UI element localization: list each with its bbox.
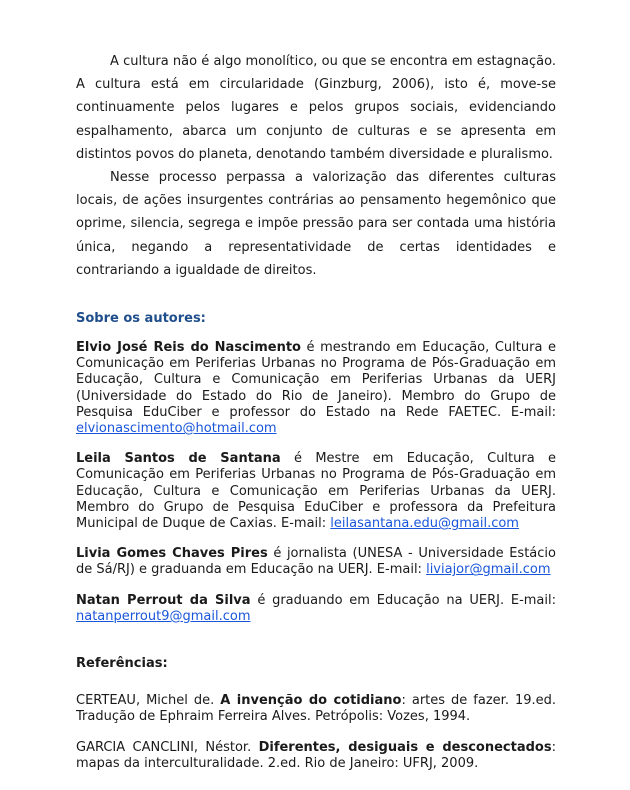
- author-name: Livia Gomes Chaves Pires: [76, 546, 268, 562]
- document-page: [76, 50, 556, 773]
- author-email-link[interactable]: leilasantana.edu@gmail.com: [330, 516, 519, 532]
- author-bio: é Mestre em Educação, Cultura e Comunicação em Periferias Urbanas no Programa de Pós-Graduação em Educação, Cultura e Comunicação em Periferias Urbanas da UERJ. Membro do Grupo de Pesquisa EduCiber e professora da Prefeitura Municipal de Duque de Caxias. E-mail:: [76, 451, 557, 532]
- reference-title: A invenção do cotidiano: [220, 693, 402, 709]
- author-name: Elvio José Reis do Nascimento: [76, 340, 301, 356]
- author-entry: [76, 546, 556, 578]
- author-email-link[interactable]: elvionascimento@hotmail.com: [76, 421, 277, 437]
- author-name: Natan Perrout da Silva: [76, 592, 251, 608]
- author-bio: é graduando em Educação na UERJ. E-mail:: [250, 592, 556, 608]
- author-entry: [76, 593, 556, 625]
- reference-title: Diferentes, desiguais e desconectados: [258, 739, 552, 755]
- author-entry: [76, 451, 556, 532]
- reference-details: : artes de fazer. 19.ed. Tradução de Ephraim Ferreira Alves. Petrópolis: Vozes, 1994.: [76, 693, 557, 725]
- intro-paragraph-1: A cultura não é algo monolítico, ou que se encontra em estagnação. A cultura está em circularidade (Ginzburg, 2006), isto é, move-se continuamente pelos lugares e pelos grupos sociais, evidenciando espalhamento, abarca um conjunto de culturas e se apresenta em distintos povos do planeta, denotando também diversidade e pluralismo.: [76, 54, 556, 162]
- author-name: Leila Santos de Santana: [76, 451, 281, 467]
- reference-author: CERTEAU, Michel de.: [76, 693, 221, 709]
- author-entry: [76, 340, 556, 437]
- reference-author: GARCIA CANCLINI, Néstor.: [76, 739, 259, 755]
- intro-paragraph-2: Nesse processo perpassa a valorização das diferentes culturas locais, de ações insurgentes contrárias ao pensamento hegemônico que oprime, silencia, segrega e impõe pressão para ser contada uma história única, negando a representatividade de certas identidades e contrariando a igualdade de direitos.: [76, 170, 556, 278]
- authors-heading: Sobre os autores:: [76, 311, 206, 327]
- author-email-link[interactable]: liviajor@gmail.com: [426, 562, 551, 578]
- author-email-link[interactable]: natanperrout9@gmail.com: [76, 608, 251, 624]
- reference-entry: [76, 740, 556, 773]
- reference-entry: [76, 693, 556, 726]
- author-bio: é jornalista (UNESA - Universidade Estácio de Sá/RJ) e graduanda em Educação na UERJ. E-mail:: [76, 546, 556, 578]
- author-bio: é mestrando em Educação, Cultura e Comunicação em Periferias Urbanas no Programa de Pós-Graduação em Educação, Cultura e Comunicação em Periferias Urbanas da UERJ (Universidade do Estado do Rio de Janeiro). Membro do Grupo de Pesquisa EduCiber e professor do Estado na Rede FAETEC. E-mail:: [76, 340, 556, 420]
- reference-details: : mapas da interculturalidade. 2.ed. Rio de Janeiro: UFRJ, 2009.: [76, 739, 556, 772]
- references-heading: Referências:: [76, 656, 168, 672]
